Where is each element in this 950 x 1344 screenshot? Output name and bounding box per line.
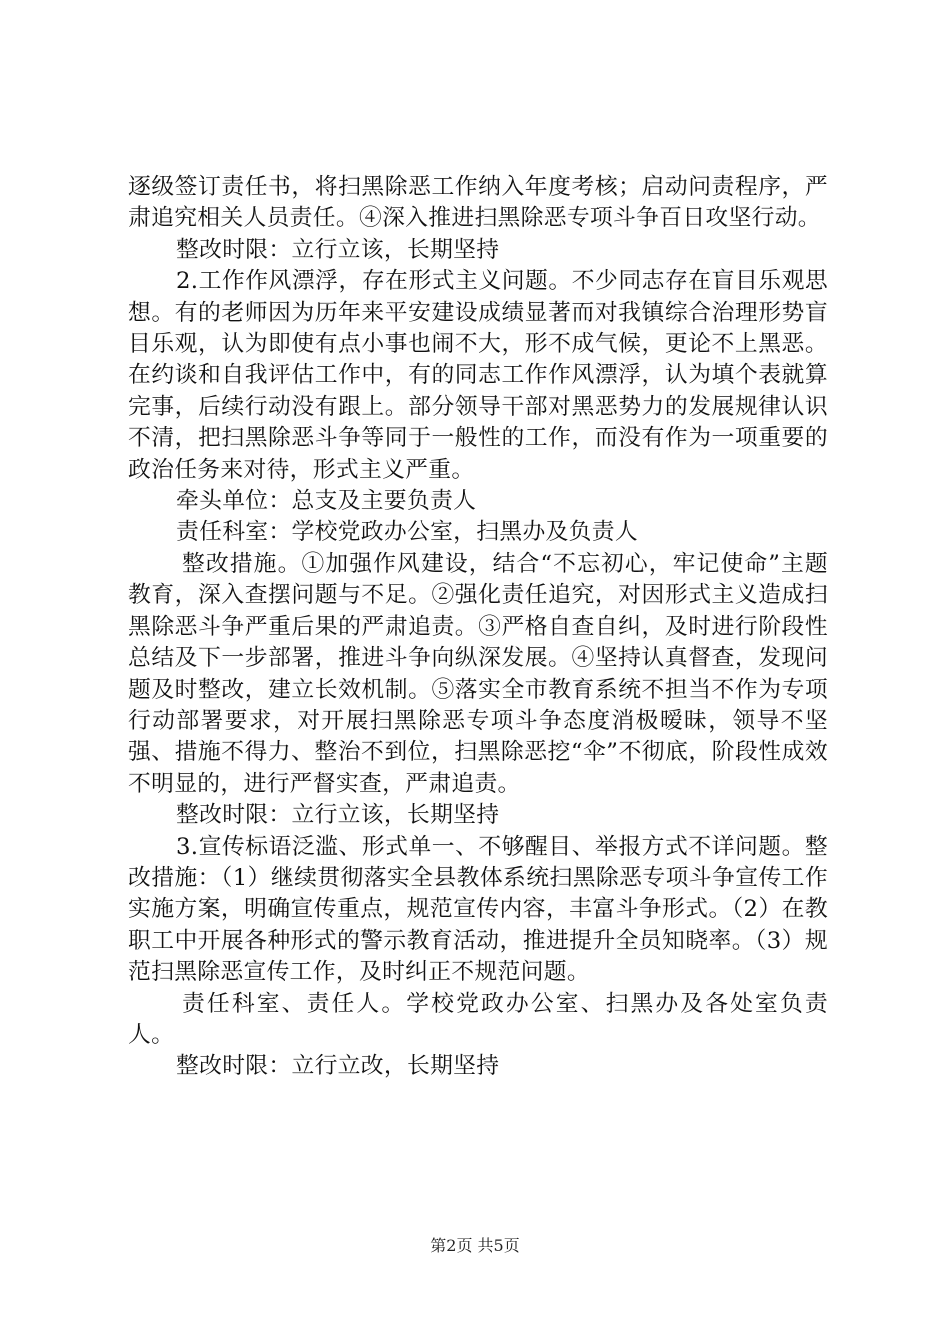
paragraph-issue-2: 2.工作作风漂浮，存在形式主义问题。不少同志存在盲目乐观思想。有的老师因为历年来平安建设成绩显著而对我镇综合治理形势盲目乐观，认为即使有点小事也闹不大，形不成气候，更论不上黑恶。在约谈和自我评估工作中，有的同志工作作风漂浮，认为填个表就算完事，后续行动没有跟上。部分领导干部对黑恶势力的发展规律认识不清，把扫黑除恶斗争等同于一般性的工作，而没有作为一项重要的政治任务来对待，形式主义严重。 [128, 268, 828, 483]
page-number-footer: 第2页 共5页 [430, 1236, 520, 1255]
paragraph-deadline-3: 整改时限：立行立改，长期坚持 [176, 1053, 500, 1080]
paragraph-deadline-2: 整改时限：立行立该，长期坚持 [176, 802, 500, 829]
paragraph-lead-unit: 牵头单位：总支及主要负责人 [176, 488, 477, 515]
paragraph-deadline-1: 整改时限：立行立该，长期坚持 [176, 236, 500, 263]
paragraph-responsible-office-1: 责任科室：学校党政办公室，扫黑办及负责人 [176, 519, 638, 546]
paragraph-continuation: 逐级签订责任书，将扫黑除恶工作纳入年度考核；启动问责程序，严肃追究相关人员责任。④深入推进扫黑除恶专项斗争百日攻坚行动。 [128, 174, 828, 232]
paragraph-measures-2: 整改措施。①加强作风建设，结合“不忘初心，牢记使命”主题教育，深入查摆问题与不足。②强化责任追究，对因形式主义造成扫黑除恶斗争严重后果的严肃追责。③严格自查自纠，及时进行阶段性总结及下一步部署，推进斗争向纵深发展。④坚持认真督查，发现问题及时整改，建立长效机制。⑤落实全市教育系统不担当不作为专项行动部署要求，对开展扫黑除恶专项斗争态度消极暧昧，领导不坚强、措施不得力、整治不到位，扫黑除恶挖“伞”不彻底，阶段性成效不明显的，进行严督实查，严肃追责。 [128, 550, 828, 797]
paragraph-issue-3: 3.宣传标语泛滥、形式单一、不够醒目、举报方式不详问题。整改措施：（1）继续贯彻落实全县教体系统扫黑除恶专项斗争宣传工作实施方案，明确宣传重点，规范宣传内容，丰富斗争形式。（2）在教职工中开展各种形式的警示教育活动，推进提升全员知晓率。（3）规范扫黑除恶宣传工作，及时纠正不规范问题。 [128, 833, 828, 986]
document-body [128, 172, 828, 1083]
paragraph-responsible-office-2: 责任科室、责任人。学校党政办公室、扫黑办及各处室负责人。 [128, 990, 828, 1048]
